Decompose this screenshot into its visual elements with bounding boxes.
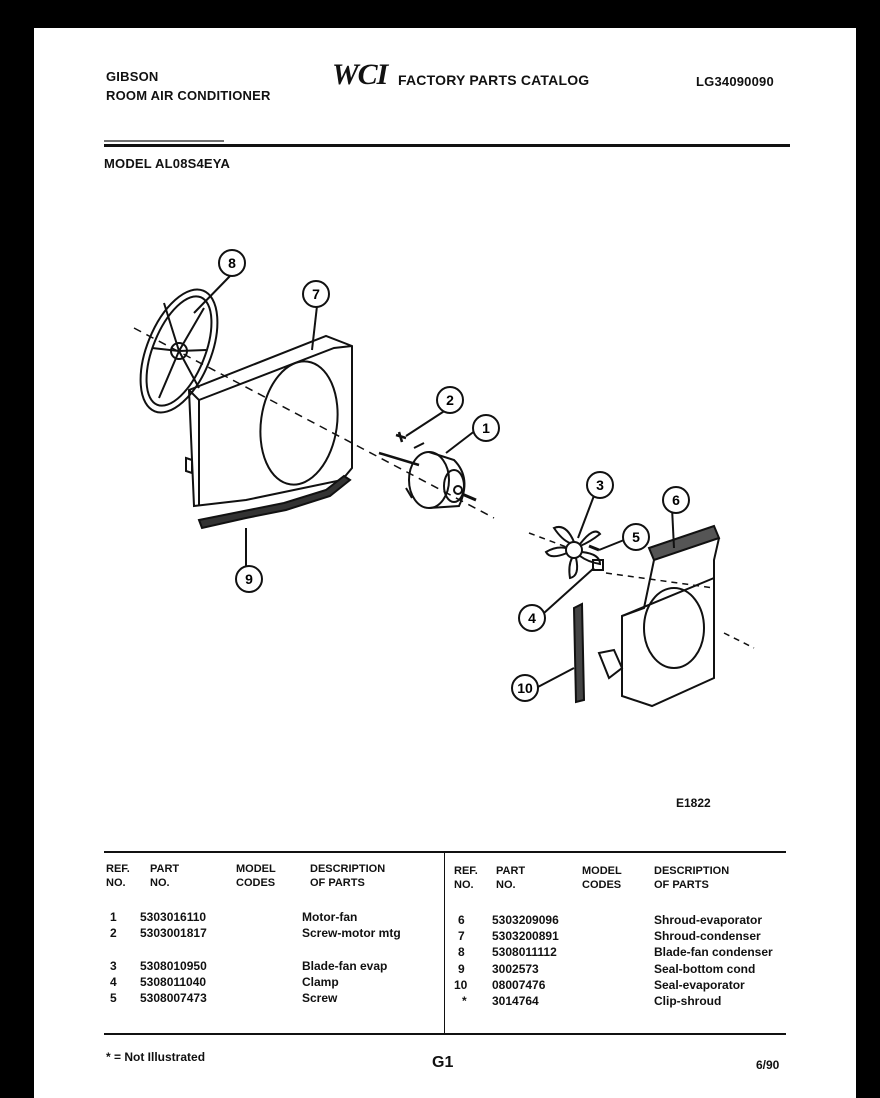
desc-cell: Screw: [302, 991, 338, 1005]
catalog-title: FACTORY PARTS CATALOG: [398, 72, 590, 88]
ref-cell: *: [462, 994, 467, 1008]
catalog-date: 6/90: [756, 1058, 780, 1072]
header-part: PART NO.: [150, 863, 180, 889]
fan-motor: [379, 443, 476, 508]
svg-text:3: 3: [596, 477, 604, 493]
svg-text:1: 1: [482, 420, 490, 436]
callout-9: [236, 566, 262, 592]
part-cell: 5303001817: [140, 926, 207, 940]
evaporator-fan-blade: [529, 527, 600, 578]
header-desc: DESCRIPTION OF PARTS: [310, 863, 386, 889]
header-ref-right: REF. NO.: [454, 865, 478, 891]
catalog-number: LG34090090: [696, 74, 774, 89]
ref-cell: 3: [110, 959, 117, 973]
callout-2: [437, 387, 463, 413]
ref-cell: 1: [110, 910, 117, 924]
header-desc-right: DESCRIPTION OF PARTS: [654, 865, 730, 891]
svg-text:6: 6: [672, 492, 680, 508]
svg-text:2: 2: [446, 392, 454, 408]
callout-3: [587, 472, 613, 498]
callout-4: [519, 605, 545, 631]
desc-cell: Screw-motor mtg: [302, 926, 401, 940]
part-cell: 5308007473: [140, 991, 207, 1005]
header-part-right: PART NO.: [496, 865, 526, 891]
part-cell: 08007476: [492, 978, 546, 992]
page-number: G1: [432, 1054, 454, 1071]
ref-cell: 6: [458, 913, 465, 927]
desc-cell: Clamp: [302, 975, 339, 989]
part-cell: 5303016110: [140, 910, 207, 924]
svg-text:4: 4: [528, 610, 536, 626]
part-cell: 5303200891: [492, 929, 559, 943]
desc-cell: Blade-fan evap: [302, 959, 388, 973]
diagram-callouts: [219, 250, 689, 701]
desc-cell: Shroud-condenser: [654, 929, 761, 943]
ref-cell: 4: [110, 975, 117, 989]
table-bottom-rule: [104, 1033, 786, 1035]
svg-text:10: 10: [517, 680, 533, 696]
header-model-right: MODEL CODES: [582, 865, 622, 891]
brand-name: GIBSON: [106, 69, 159, 84]
ref-cell: 7: [458, 929, 465, 943]
exploded-parts-diagram: [34, 28, 856, 788]
svg-text:5: 5: [632, 529, 640, 545]
part-cell: 5308011112: [492, 945, 557, 959]
desc-cell: Clip-shroud: [654, 994, 722, 1008]
ref-cell: 2: [110, 926, 117, 940]
callout-1: [473, 415, 499, 441]
ref-cell: 10: [454, 978, 468, 992]
wci-logo: WCI: [332, 58, 388, 91]
evaporator-seal: [574, 604, 584, 702]
condenser-shroud: [186, 336, 352, 506]
svg-text:9: 9: [245, 571, 253, 587]
desc-cell: Motor-fan: [302, 910, 358, 924]
part-cell: 3014764: [492, 994, 539, 1008]
table-column-divider: [444, 852, 445, 1034]
header-ref: REF. NO.: [106, 863, 130, 889]
ref-cell: 5: [110, 991, 117, 1005]
figure-code: E1822: [676, 796, 711, 810]
svg-text:8: 8: [228, 255, 236, 271]
header-model: MODEL CODES: [236, 863, 276, 889]
part-cell: 3002573: [492, 962, 539, 976]
model-number: MODEL AL08S4EYA: [104, 156, 231, 171]
callout-5: [623, 524, 649, 550]
desc-cell: Seal-evaporator: [654, 978, 745, 992]
table-top-rule: [104, 851, 786, 853]
desc-cell: Blade-fan condenser: [654, 945, 773, 959]
callout-10: [512, 675, 538, 701]
ref-cell: 8: [458, 945, 465, 959]
part-cell: 5308010950: [140, 959, 207, 973]
condenser-fan-blade: [125, 279, 233, 424]
product-name: ROOM AIR CONDITIONER: [106, 88, 271, 103]
callout-6: [663, 487, 689, 513]
part-cell: 5308011040: [140, 975, 207, 989]
ref-cell: 9: [458, 962, 465, 976]
evaporator-shroud: [599, 526, 754, 706]
callout-7: [303, 281, 329, 307]
svg-text:7: 7: [312, 286, 320, 302]
part-cell: 5303209096: [492, 913, 559, 927]
desc-cell: Seal-bottom cond: [654, 962, 756, 976]
desc-cell: Shroud-evaporator: [654, 913, 763, 927]
not-illustrated-note: * = Not Illustrated: [106, 1050, 206, 1064]
callout-8: [219, 250, 245, 276]
catalog-page: [34, 28, 856, 1098]
